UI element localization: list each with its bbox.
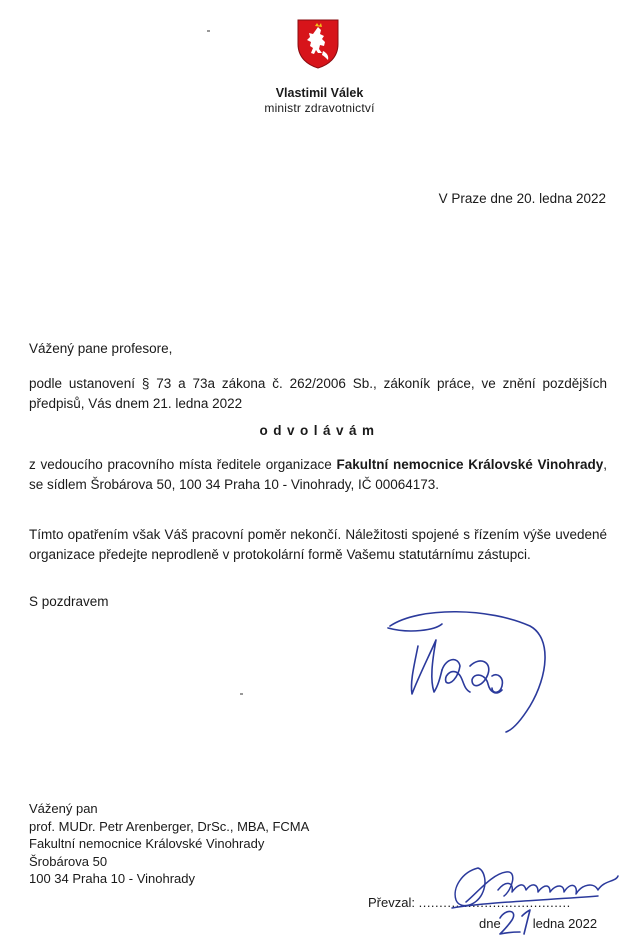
received-dots: ..................................... <box>418 895 571 910</box>
recipient-line-greeting: Vážený pan <box>29 801 98 816</box>
handwritten-day-icon <box>496 906 536 936</box>
sender-role: ministr zdravotnictví <box>264 101 375 115</box>
received-label: Převzal: <box>368 895 415 910</box>
recipient-line-name: prof. MUDr. Petr Arenberger, DrSc., MBA, FCMA <box>29 818 310 834</box>
handwritten-signature-icon <box>380 606 550 734</box>
paragraph-handover: Tímto opatřením však Váš pracovní poměr nekončí. Náležitosti spojené s řízením výše uvedené organizace předejte neprodleně v protokolární formě Vašemu statutárnímu zástupci. <box>29 527 607 562</box>
paragraph-position <box>29 455 607 495</box>
recipient-address <box>29 800 309 888</box>
paragraph-legal-basis: podle ustanovení § 73 a 73a zákona č. 262/2006 Sb., zákoník práce, ve znění pozdějších předpisů, Vás dnem 21. ledna 2022 <box>29 376 607 411</box>
closing: S pozdravem <box>29 594 109 609</box>
position-text-before: z vedoucího pracovního místa ředitele organizace <box>29 457 337 472</box>
recipient-line-city: 100 34 Praha 10 - Vinohrady <box>29 871 195 886</box>
decision-word: odvolávám <box>259 423 380 438</box>
organization-name: Fakultní nemocnice Královské Vinohrady <box>336 457 604 472</box>
recipient-line-street: Šrobárova 50 <box>29 853 108 869</box>
sender-name: Vlastimil Válek <box>275 86 364 100</box>
position-text-after: , se sídlem Šrobárova 50, 100 34 Praha 10 - Vinohrady, IČ 00064173. <box>29 457 607 492</box>
salutation: Vážený pane profesore, <box>29 341 173 356</box>
recipient-line-organization: Fakultní nemocnice Královské Vinohrady <box>29 836 265 851</box>
czech-coat-of-arms-icon <box>296 18 340 70</box>
received-date-suffix: ledna 2022 <box>532 916 598 931</box>
receiver-signature-icon <box>448 862 626 918</box>
date-line: V Praze dne 20. ledna 2022 <box>438 191 606 206</box>
scan-speck <box>240 693 243 695</box>
scan-speck <box>207 30 210 32</box>
received-date-prefix: dne <box>479 916 501 931</box>
